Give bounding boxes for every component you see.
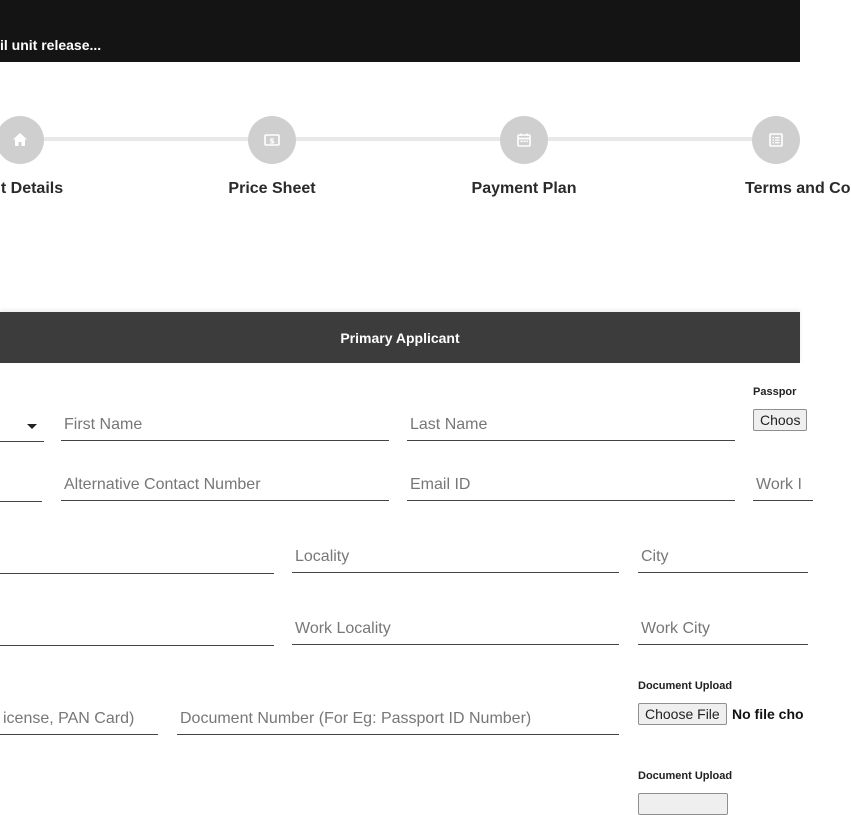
locality-input[interactable] [292, 548, 619, 572]
passport-label: Passpor [753, 386, 797, 398]
first-name-input[interactable] [61, 416, 389, 440]
work-phone-field[interactable] [753, 476, 813, 501]
svg-text:$: $ [269, 136, 275, 146]
last-name-input[interactable] [407, 416, 735, 440]
progress-stepper [0, 62, 851, 312]
section-title: Primary Applicant [340, 329, 460, 346]
dollar-icon [263, 131, 281, 149]
step-price-sheet[interactable] [248, 116, 296, 164]
step-unit-details[interactable] [0, 116, 44, 164]
step-label-payment-plan: Payment Plan [471, 180, 577, 197]
address-field[interactable] [0, 548, 274, 574]
document-type-field[interactable] [0, 710, 158, 735]
document-number-field[interactable] [177, 710, 619, 735]
contact-number-field[interactable] [0, 476, 42, 502]
work-locality-input[interactable] [292, 620, 619, 644]
page-title: il unit release... [0, 37, 102, 53]
step-payment-plan[interactable] [500, 116, 548, 164]
last-name-field[interactable] [407, 416, 735, 441]
alt-contact-input[interactable] [61, 476, 389, 500]
work-locality-field[interactable] [292, 620, 619, 645]
document-type-input[interactable] [0, 710, 158, 734]
step-label-terms: Terms and Co [745, 180, 851, 197]
city-input[interactable] [638, 548, 808, 572]
step-label-price-sheet: Price Sheet [228, 180, 316, 197]
stepper-track [0, 137, 800, 141]
work-city-input[interactable] [638, 620, 808, 644]
work-phone-input[interactable] [753, 476, 813, 500]
document-choose-file-button[interactable]: Choose File [638, 703, 727, 725]
alt-contact-field[interactable] [61, 476, 389, 501]
section-header [0, 312, 800, 363]
document-upload-label-2: Document Upload [638, 770, 733, 782]
calendar-icon [515, 131, 533, 149]
list-icon [767, 131, 785, 149]
document-choose-file-button-2[interactable] [638, 793, 728, 815]
email-field[interactable] [407, 476, 735, 501]
first-name-field[interactable] [61, 416, 389, 441]
step-label-unit-details: t Details [0, 180, 64, 197]
home-icon [11, 131, 29, 149]
document-number-input[interactable] [177, 710, 619, 734]
work-address-field[interactable] [0, 620, 274, 646]
salutation-select[interactable] [0, 416, 44, 442]
file-status-text: No file cho [732, 706, 804, 722]
email-input[interactable] [407, 476, 735, 500]
locality-field[interactable] [292, 548, 619, 573]
passport-choose-file-button[interactable]: Choos [753, 409, 807, 431]
top-bar [0, 0, 800, 62]
city-field[interactable] [638, 548, 808, 573]
document-upload-label: Document Upload [638, 680, 733, 692]
chevron-down-icon [27, 424, 37, 429]
work-city-field[interactable] [638, 620, 808, 645]
step-terms-and-conditions[interactable] [752, 116, 800, 164]
